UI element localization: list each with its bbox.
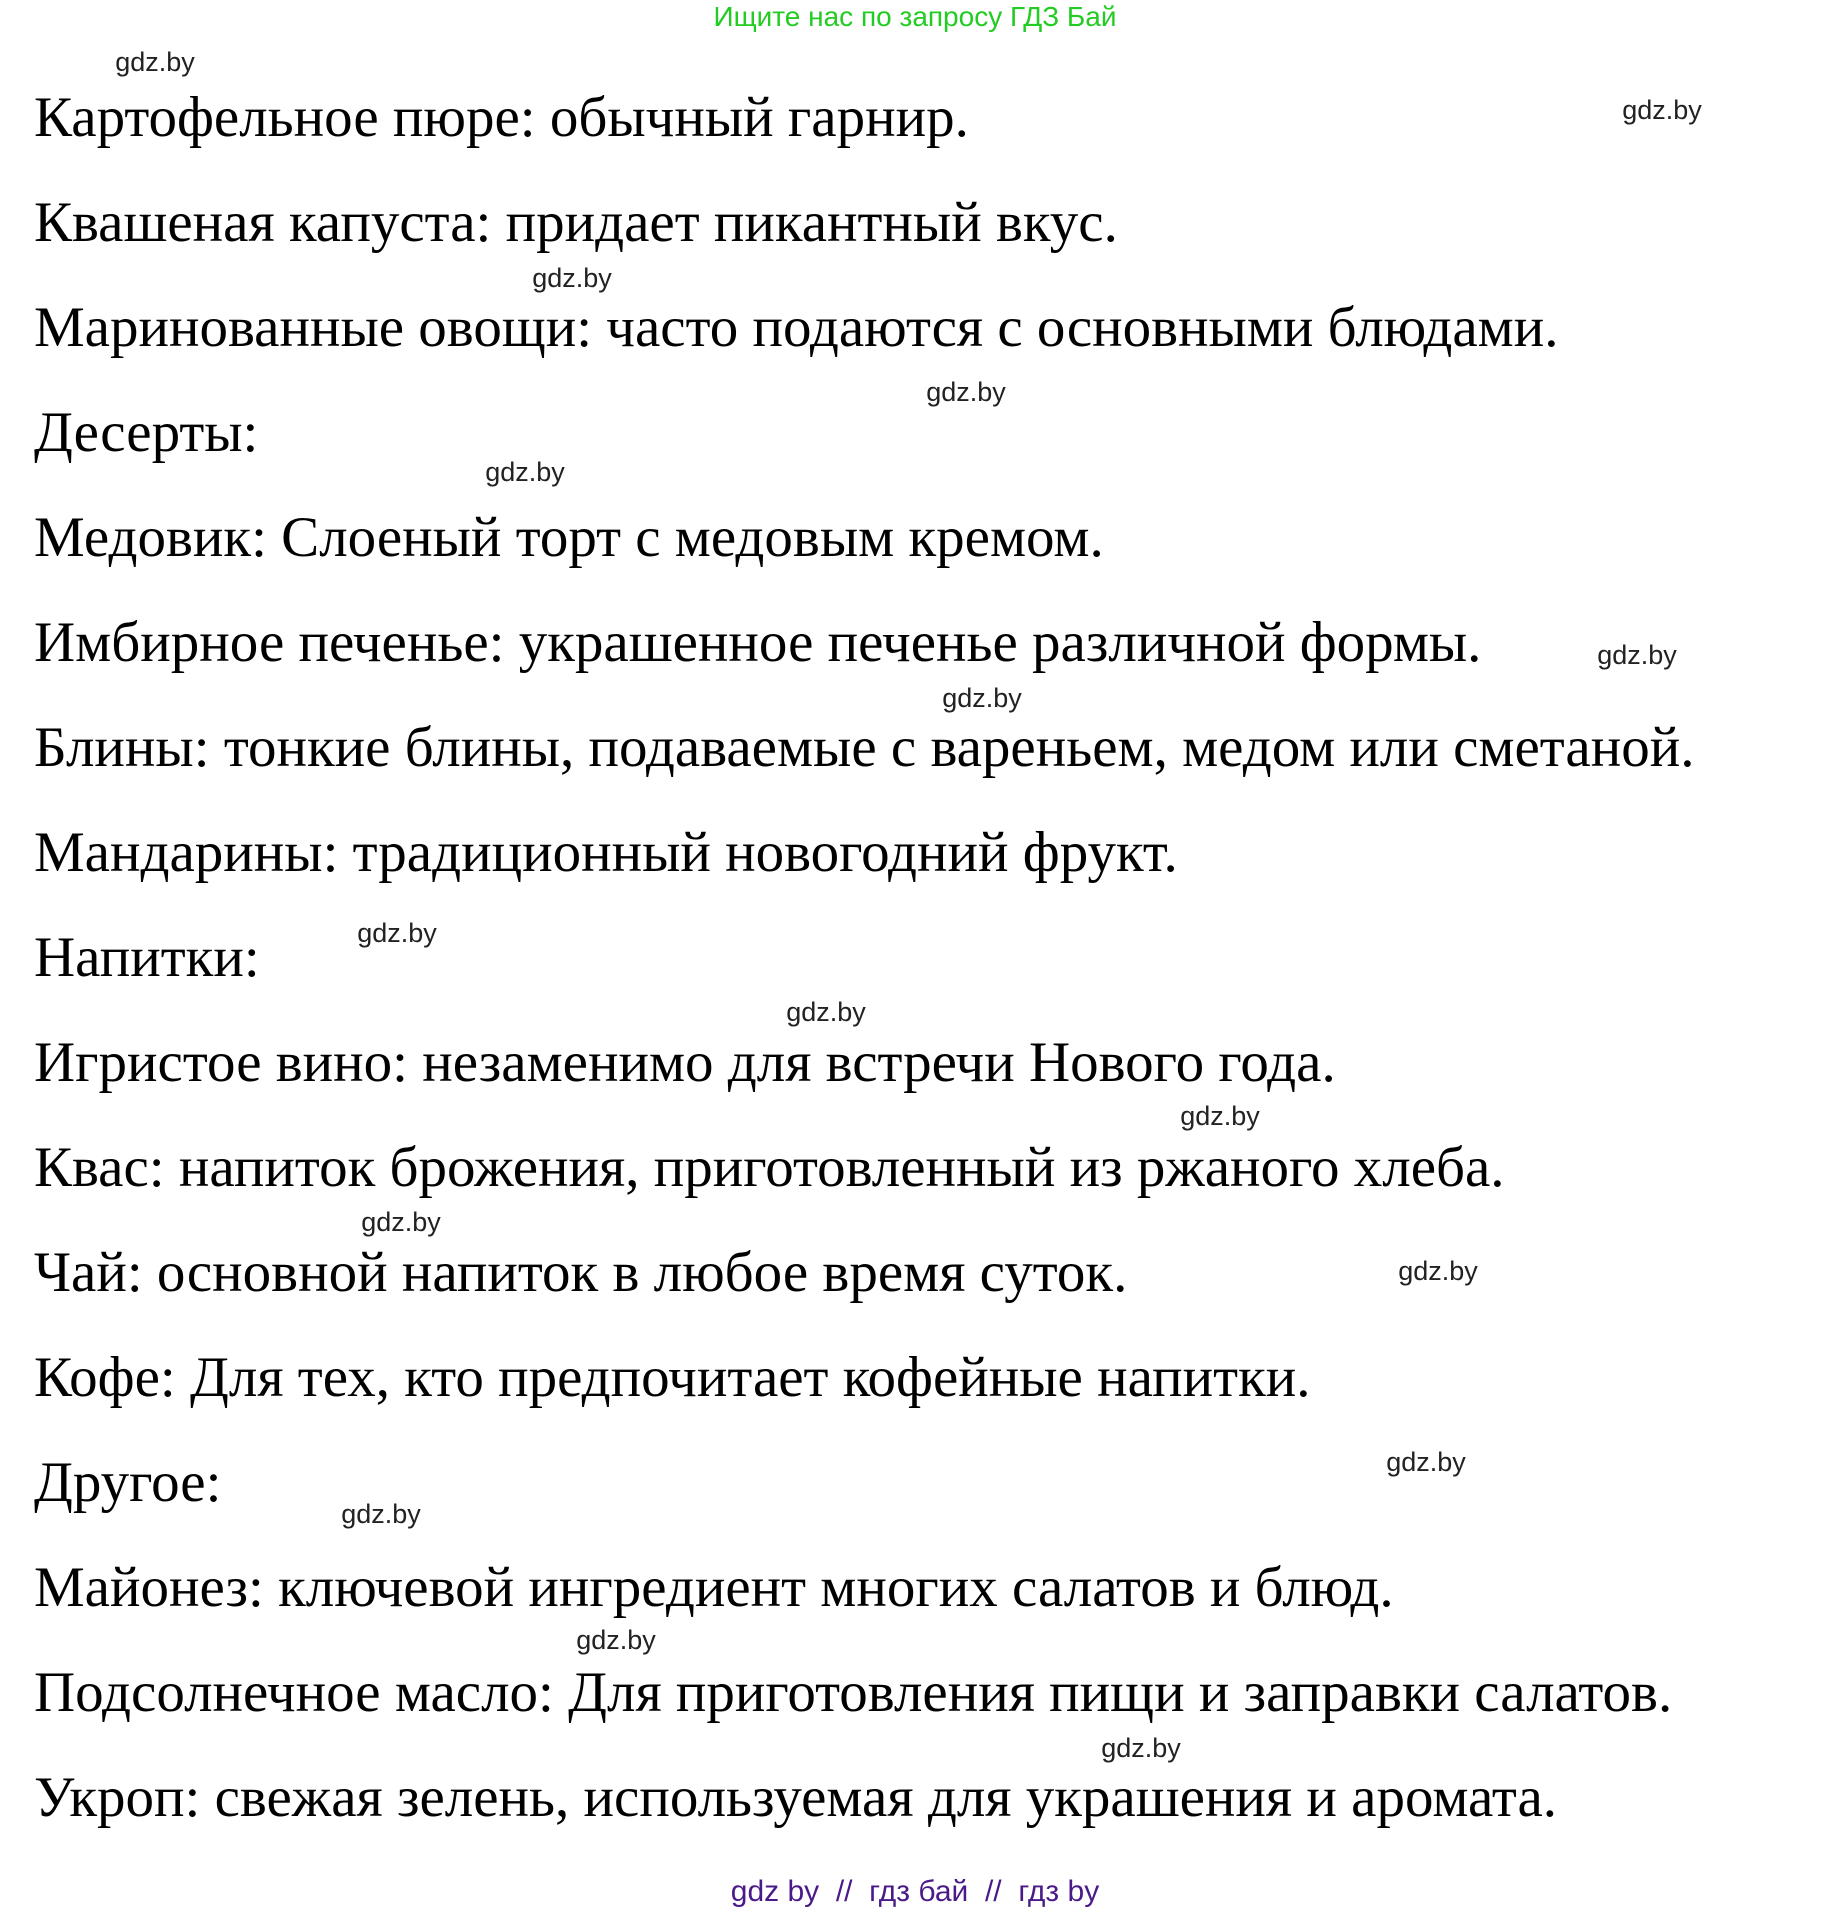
watermark-text: gdz.by: [1398, 1256, 1478, 1286]
list-item: Квас: напиток брожения, приготовленный из ржаного хлеба.: [34, 1136, 1505, 1199]
list-item: Чай: основной напиток в любое время суток.: [34, 1241, 1128, 1304]
list-item: Кофе: Для тех, кто предпочитает кофейные напитки.: [34, 1346, 1311, 1409]
watermark-text: gdz.by: [1597, 640, 1677, 670]
list-item: Мандарины: традиционный новогодний фрукт.: [34, 821, 1178, 884]
section-heading: Десерты:: [34, 401, 259, 464]
list-item: Картофельное пюре: обычный гарнир.: [34, 86, 969, 149]
watermark-text: gdz.by: [341, 1499, 421, 1529]
list-item: Имбирное печенье: украшенное печенье различной формы.: [34, 611, 1482, 674]
watermark-text: gdz.by: [926, 377, 1006, 407]
watermark-text: gdz.by: [1101, 1733, 1181, 1763]
watermark-text: gdz.by: [1180, 1101, 1260, 1131]
watermark-text: gdz.by: [357, 918, 437, 948]
watermark-text: gdz.by: [1386, 1447, 1466, 1477]
watermark-text: gdz.by: [361, 1207, 441, 1237]
list-item: Укроп: свежая зелень, используемая для украшения и аромата.: [34, 1766, 1558, 1829]
watermark-text: gdz.by: [786, 997, 866, 1027]
list-item: Подсолнечное масло: Для приготовления пищи и заправки салатов.: [34, 1661, 1673, 1724]
watermark-text: gdz.by: [485, 457, 565, 487]
watermark-text: gdz.by: [576, 1625, 656, 1655]
watermark-text: gdz.by: [942, 683, 1022, 713]
watermark-text: gdz.by: [532, 263, 612, 293]
promo-header: Ищите нас по запросу ГДЗ Бай: [713, 1, 1117, 32]
footer-watermark: gdz by // гдз бай // гдз by: [730, 1875, 1100, 1908]
section-heading: Другое:: [34, 1451, 222, 1514]
watermark-text: gdz.by: [115, 47, 195, 77]
section-heading: Напитки:: [34, 926, 260, 989]
list-item: Медовик: Слоеный торт с медовым кремом.: [34, 506, 1104, 569]
watermark-text: gdz.by: [1622, 95, 1702, 125]
list-item: Маринованные овощи: часто подаются с основными блюдами.: [34, 296, 1559, 359]
list-item: Блины: тонкие блины, подаваемые с вареньем, медом или сметаной.: [34, 716, 1695, 779]
list-item: Квашеная капуста: придает пикантный вкус.: [34, 191, 1118, 254]
list-item: Игристое вино: незаменимо для встречи Нового года.: [34, 1031, 1336, 1094]
list-item: Майонез: ключевой ингредиент многих салатов и блюд.: [34, 1556, 1394, 1619]
